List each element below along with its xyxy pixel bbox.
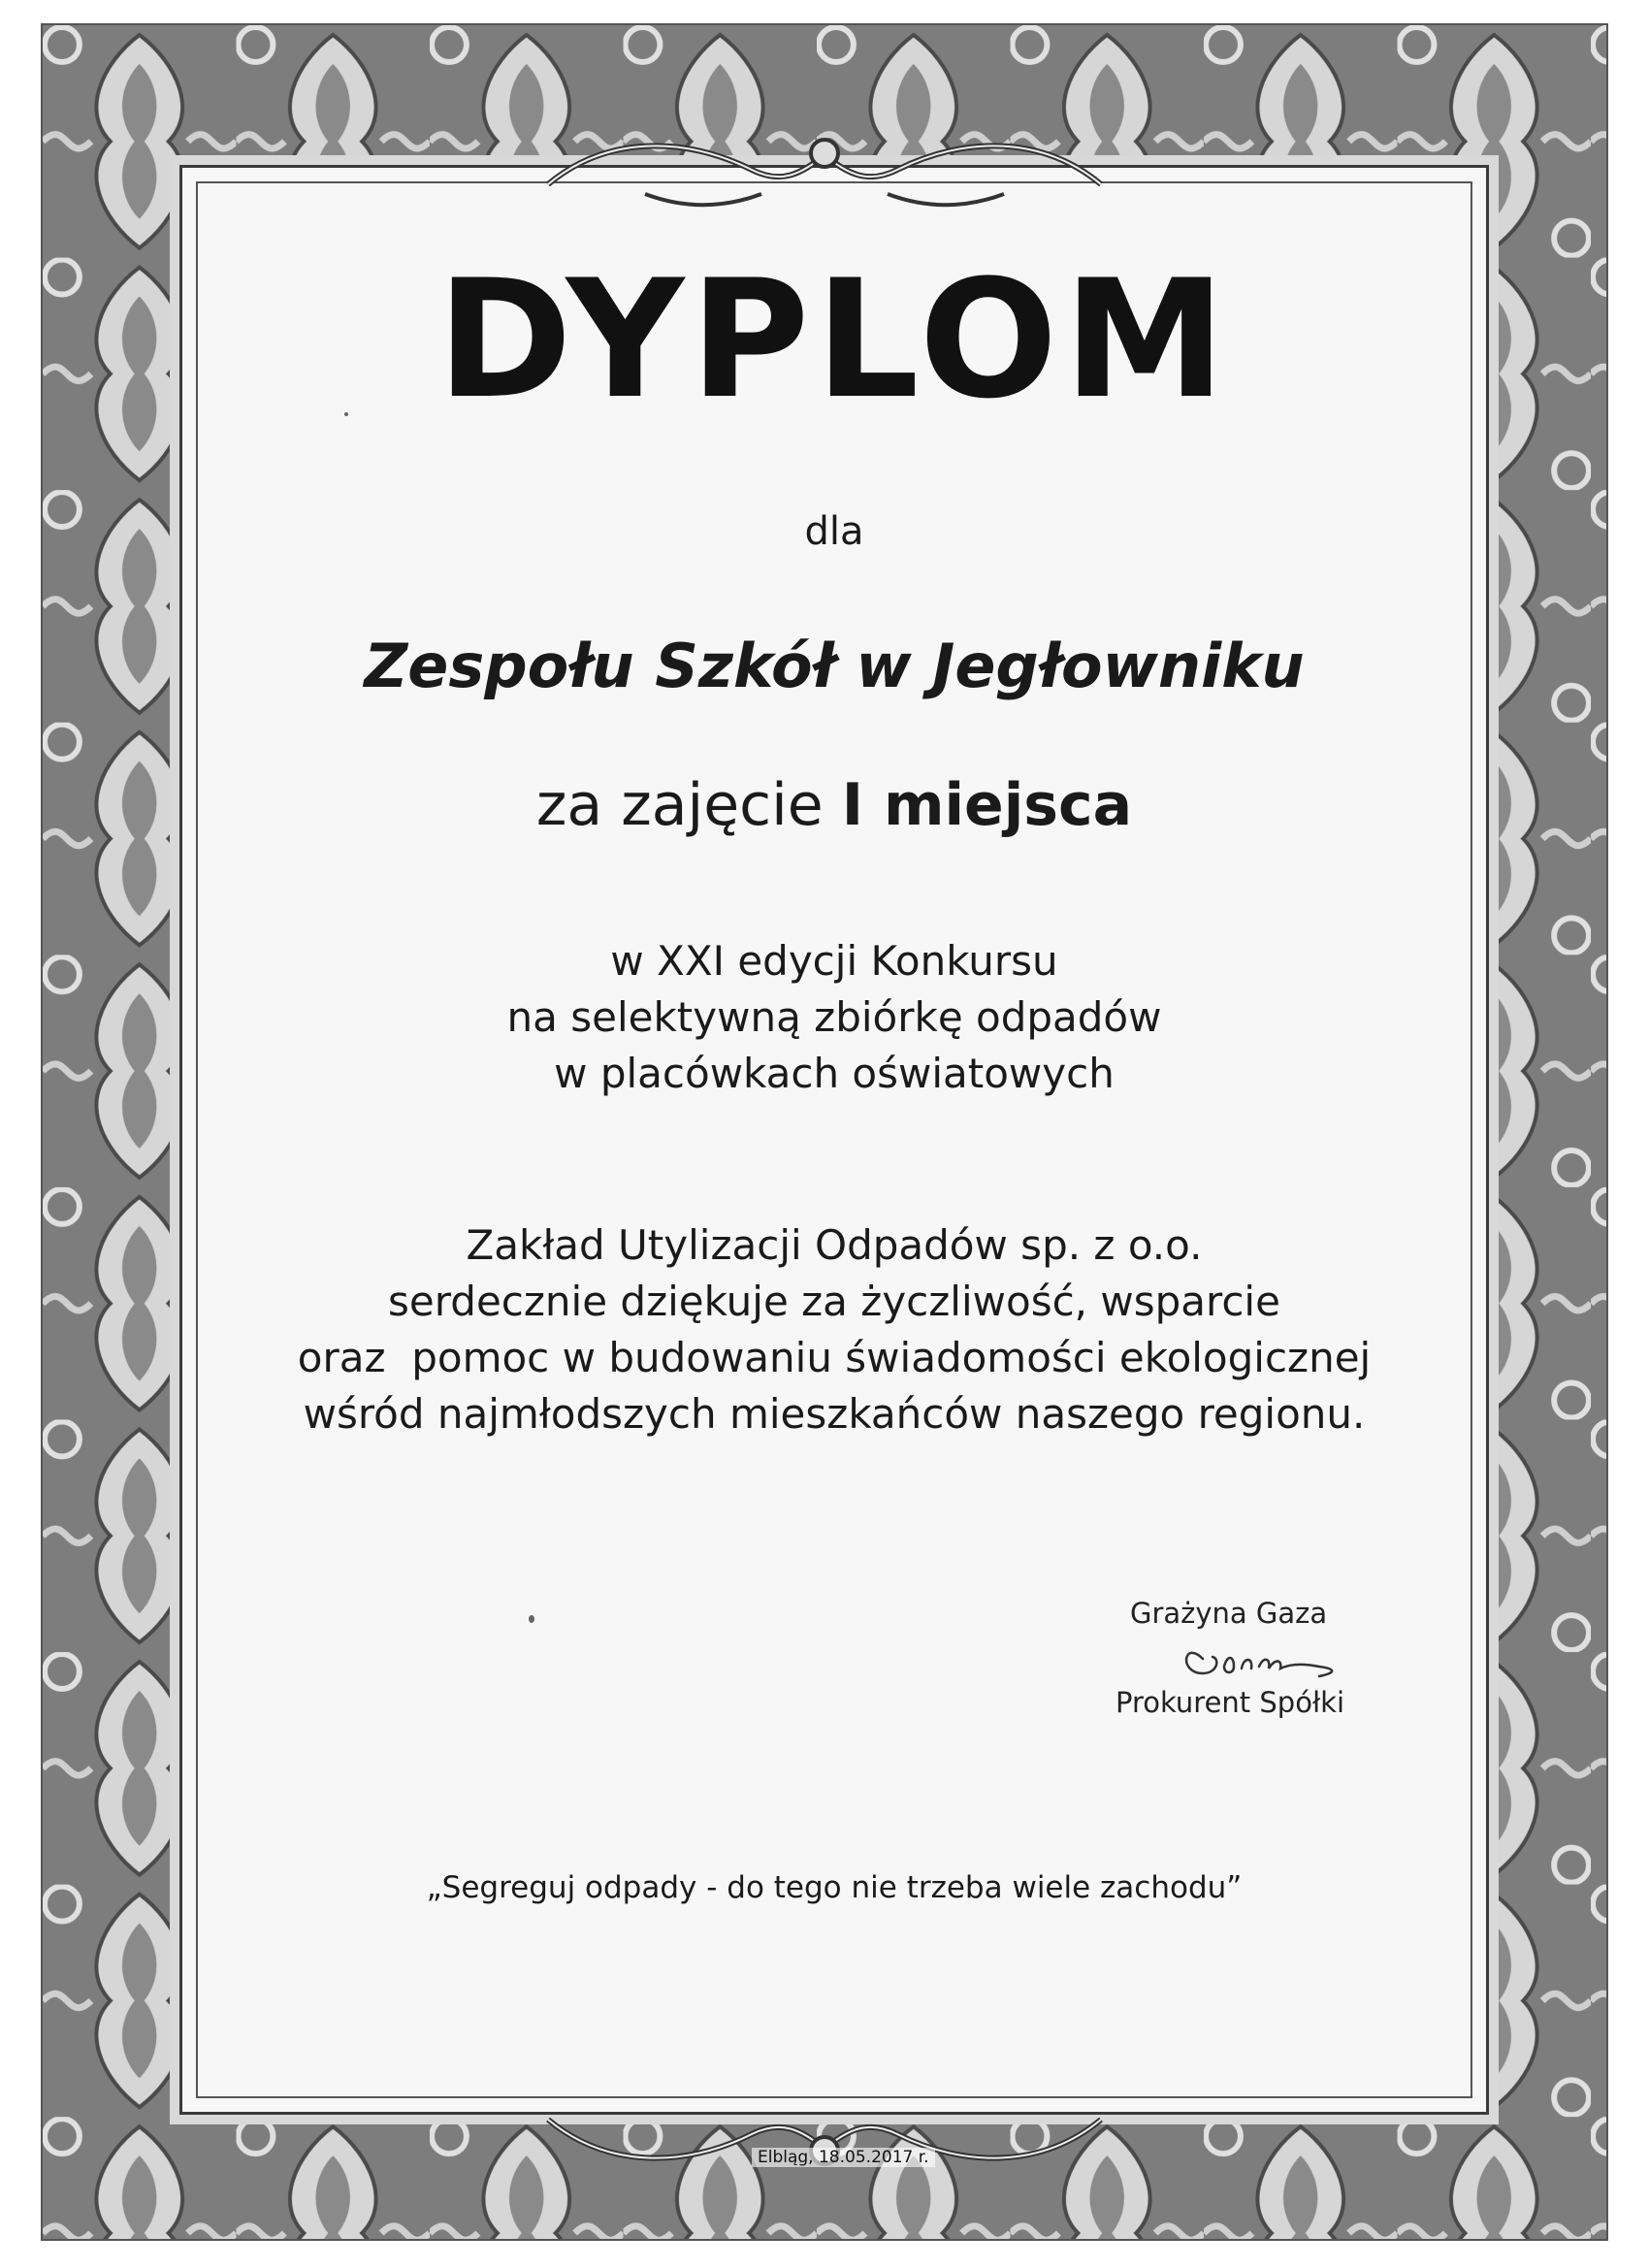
place-date: Elbląg, 18.05.2017 r. bbox=[752, 2148, 935, 2167]
thanks-line: oraz pomoc w budowaniu świadomości ekologicznej bbox=[297, 1334, 1372, 1381]
award-place-prefix: za zajęcie bbox=[535, 771, 842, 839]
scan-speck bbox=[529, 1615, 534, 1623]
competition-line: w XXI edycji Konkursu bbox=[610, 937, 1058, 985]
thanks-line: serdecznie dziękuje za życzliwość, wsparcie bbox=[388, 1278, 1280, 1325]
scan-speck bbox=[344, 412, 348, 416]
award-place bbox=[179, 771, 1489, 839]
competition-description bbox=[179, 933, 1489, 1102]
diploma-title: DYPLOM bbox=[436, 244, 1232, 435]
signatory-name: Grażyna Gaza bbox=[1130, 1597, 1328, 1630]
award-place-strong: I miejsca bbox=[841, 771, 1133, 839]
recipient-name: Zespołu Szkół w Jegłowniku bbox=[364, 631, 1305, 701]
thanks-line: Zakład Utylizacji Odpadów sp. z o.o. bbox=[466, 1221, 1203, 1269]
competition-line: na selektywną zbiórkę odpadów bbox=[506, 993, 1162, 1041]
thanks-text bbox=[179, 1217, 1489, 1442]
signatory-role: Prokurent Spółki bbox=[1116, 1686, 1345, 1719]
thanks-line: wśród najmłodszych mieszkańców naszego regionu. bbox=[303, 1390, 1366, 1438]
panel-inner-border bbox=[196, 181, 1472, 2098]
competition-line: w placówkach oświatowych bbox=[554, 1050, 1115, 1097]
motto: „Segreguj odpady - do tego nie trzeba wiele zachodu” bbox=[426, 1870, 1243, 1905]
for-label: dla bbox=[804, 509, 864, 554]
bottom-scroll-ornament bbox=[529, 2081, 1120, 2187]
top-scroll-ornament bbox=[529, 116, 1120, 223]
diploma-panel bbox=[179, 165, 1489, 2115]
handwritten-signature bbox=[1174, 1630, 1368, 1688]
